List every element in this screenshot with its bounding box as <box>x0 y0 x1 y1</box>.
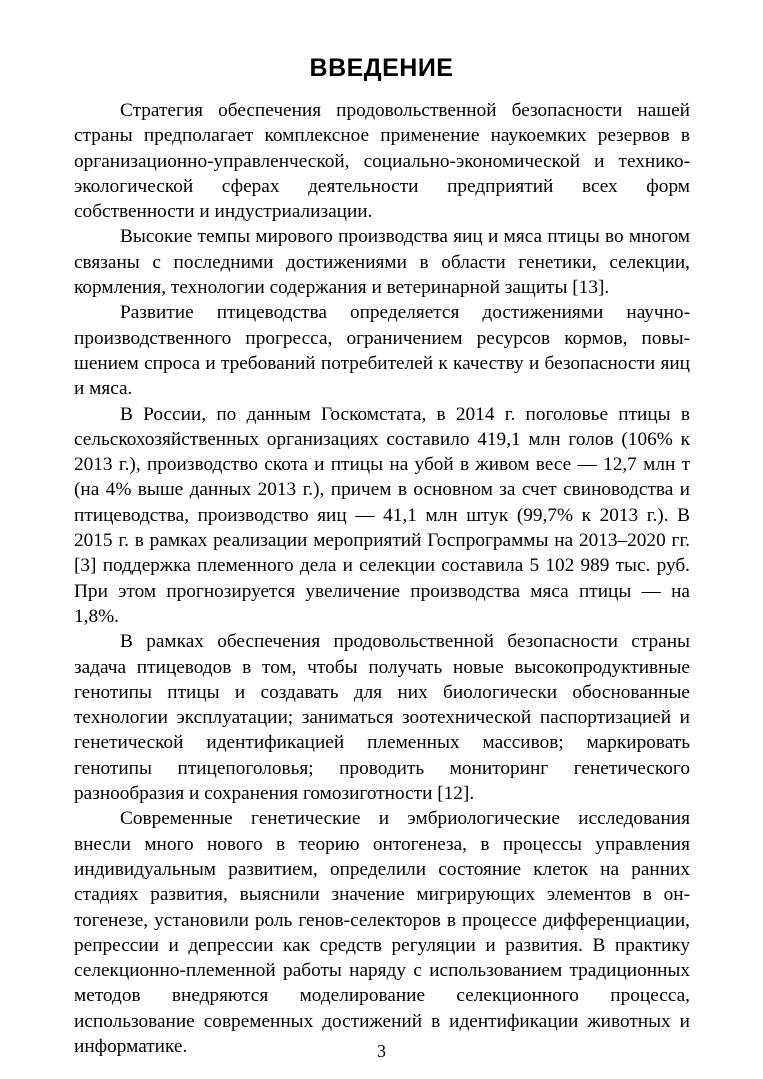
paragraph-growth-rates: Высокие темпы мирового производства яиц и мяса птицы во многом связаны с последними достижениями в области генетики, селекции, кормления, технологии содержания и ветеринарной защиты [13]. <box>74 226 690 299</box>
paragraph-statistics: В России, по данным Госкомстата, в 2014 г. поголовье птицы в сельскохозяйственных организациях составило 419,1 млн голов (106% к 2013 г.), производство скота и птицы на убой в живом весе — 12,7 млн т (на 4% выше данных 2013 г.), причем в основном за счет свиноводства и птицеводства, производство яиц — 41,1 млн штук (99,7% к 2013 г.). В 2015 г. в рамках реализации мероприятий Госпрограммы на 2013–2020 гг. [3] поддержка племенного дела и селекции составила 5 102 989 тыс. руб. При этом прогнозируется увеличение производства мяса птицы — на 1,8%. <box>74 403 690 627</box>
paragraph-research: Современные генетические и эмбриологические исследования внесли много нового в теорию онтогенеза, в процессы управления индивидуальным развитием, определили состояние клеток на ранних стадиях развития, выяснили значение мигрирующих элементов в онтогенезе, установили роль генов-селекторов в процессе дифференциации, репрессии и депрессии как средств регуляции и развития. В практику селекционно-племенной работы наряду с использованием традиционных методов внедряются моделирование селекционного процесса, использование современных достижений в идентификации животных и информатике. <box>74 808 690 1057</box>
page-title: ВВЕДЕНИЕ <box>309 54 454 82</box>
body-text <box>74 98 690 1059</box>
paragraph-tasks: В рамках обеспечения продовольственной безопасности страны задача птицеводов в том, чтобы получать новые высокопродуктивные генотипы птицы и создавать для них биологически обоснованные технологии эксплуатации; заниматься зоотехнической паспортизацией и генетической идентификацией племенных массивов; маркировать генотипы птицепоголовья; проводить мониторинг генетического разнообразия и сохранения гомозиготности [12]. <box>74 631 690 805</box>
paragraph-development: Развитие птицеводства определяется достижениями научно-производственного прогресса, ограничением ресурсов кормов, повышением спроса и требований потребителей к качеству и безопасности яиц и мяса. <box>74 302 690 400</box>
page-number: 3 <box>377 1041 386 1061</box>
paragraph-strategy: Стратегия обеспечения продовольственной безопасности нашей страны предполагает комплексное применение наукоемких резервов в организационно-управленческой, социально-экономической и технико-экологической сферах деятельности предприятий всех форм собственности и индустриализации. <box>74 100 690 223</box>
